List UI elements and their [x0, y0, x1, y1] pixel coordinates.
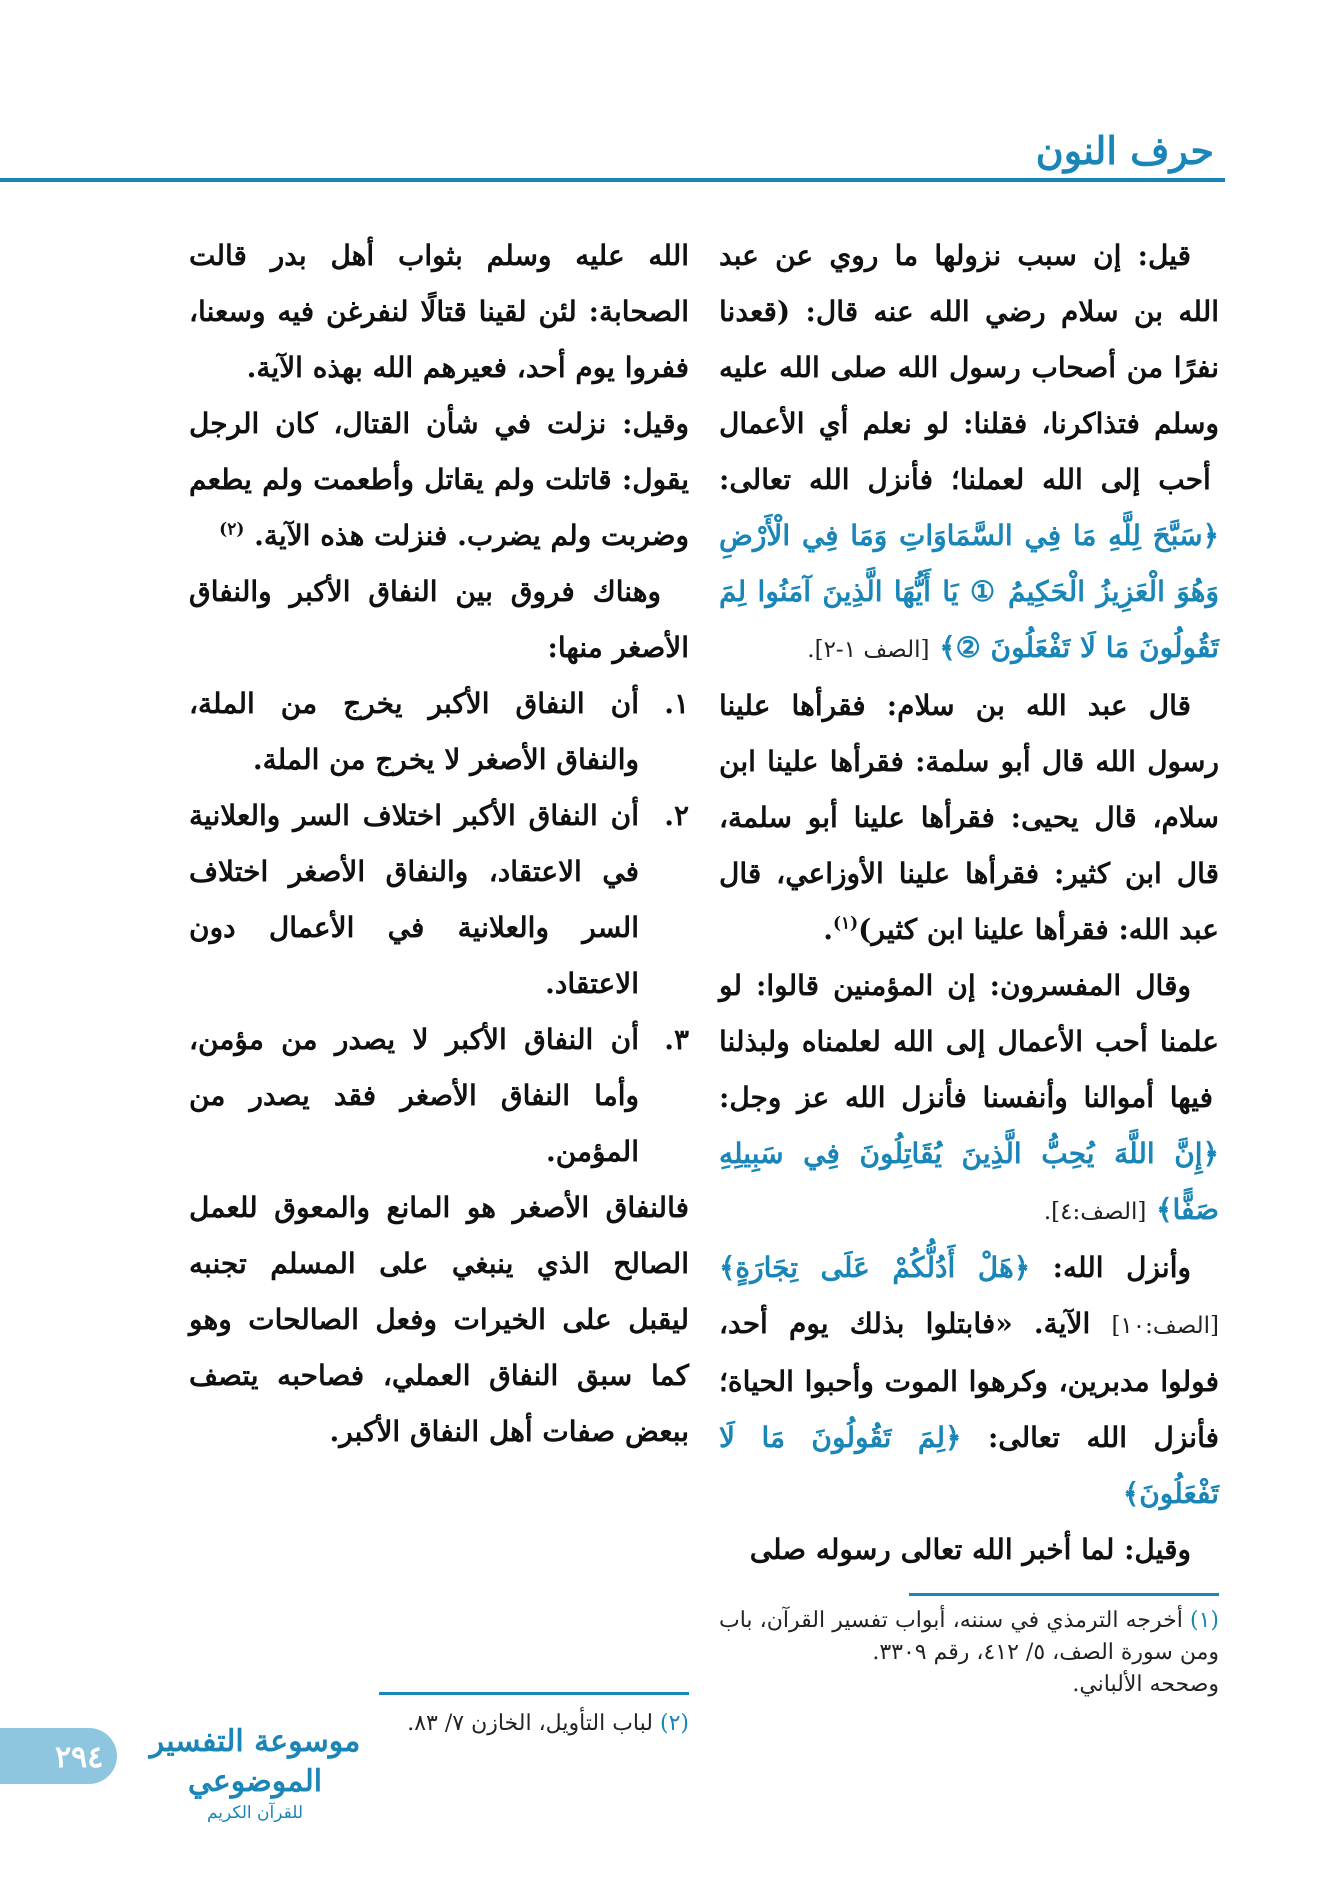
logo-title: موسوعة التفسير الموضوعي: [149, 1724, 361, 1799]
footnote-ref[interactable]: (٢): [219, 519, 245, 540]
paragraph-text: وهناك فروق بين النفاق الأكبر والنفاق الأصغر منها:: [189, 575, 689, 664]
punctuation: .: [823, 913, 833, 946]
list-item: [189, 676, 689, 788]
left-column: [189, 228, 689, 1460]
list-text: أن النفاق الأكبر اختلاف السر والعلانية في الاعتقاد، والنفاق الأصغر اختلاف السر والعلانية في الأعمال دون الاعتقاد.: [189, 799, 639, 1000]
verse-reference: [الصف:١٠]: [1111, 1313, 1220, 1339]
quran-verse: ﴿لِمَ تَقُولُونَ مَا لَا تَفْعَلُونَ﴾: [719, 1421, 1219, 1510]
footnote: [719, 1605, 1219, 1701]
footnote-ref[interactable]: (١): [832, 913, 859, 934]
footnote-separator: [909, 1593, 1219, 1596]
paragraph: [719, 678, 1219, 958]
footnote-text: أخرجه الترمذي في سننه، أبواب تفسير القرآن، باب ومن سورة الصف، ٥/ ٤١٢، رقم ٣٣٠٩.: [719, 1608, 1219, 1665]
footnote-number: (٢): [659, 1711, 689, 1736]
quran-verse: ﴿إِنَّ اللَّهَ يُحِبُّ الَّذِينَ يُقَاتِلُونَ فِي سَبِيلِهِ صَفًّا﴾: [719, 1137, 1219, 1226]
paragraph: [719, 1240, 1219, 1522]
paragraph: [189, 564, 689, 676]
footnote-text: لباب التأويل، الخازن ٧/ ٨٣.: [407, 1711, 653, 1736]
paragraph: [719, 958, 1219, 1240]
paragraph-text: وقيل: نزلت في شأن القتال، كان الرجل يقول: قاتلت ولم يقاتل وأطعمت ولم يطعم وضربت ولم يضرب. فنزلت هذه الآية.: [189, 407, 689, 552]
paragraph: [719, 228, 1219, 678]
footnote-separator: [379, 1692, 689, 1695]
paragraph-text: وأنزل الله:: [1030, 1251, 1192, 1284]
paragraph-text: قيل: إن سبب نزولها ما روي عن عبد الله بن سلام رضي الله عنه قال: (قعدنا نفرًا من أصحاب رسول الله صلى الله عليه وسلم فتذاكرنا، فقلنا: لو نعلم أي الأعمال أحب إلى الله لعملنا؛ فأنزل الله تعالى:: [719, 239, 1219, 496]
logo-subtitle: للقرآن الكريم: [206, 1803, 304, 1823]
list-number: ٢.: [664, 799, 689, 832]
page-number: ٢٩٤: [55, 1740, 104, 1775]
footnote-text: وصححه الألباني.: [1072, 1672, 1219, 1697]
list-item: [189, 788, 689, 1012]
paragraph-text: وقال المفسرون: إن المؤمنين قالوا: لو علمنا أحب الأعمال إلى الله لعلمناه ولبذلنا فيها أموالنا وأنفسنا فأنزل الله عز وجل:: [719, 969, 1219, 1114]
quran-verse: ﴿هَلْ أَدُلُّكُمْ عَلَى تِجَارَةٍ﴾: [719, 1251, 1031, 1284]
paragraph: [189, 396, 689, 564]
right-column: [719, 228, 1219, 1578]
list-text: أن النفاق الأكبر يخرج من الملة، والنفاق الأصغر لا يخرج من الملة.: [189, 687, 639, 776]
list-number: ١.: [664, 687, 689, 720]
footnote-number: (١): [1189, 1608, 1219, 1633]
paragraph: [189, 1180, 689, 1460]
section-title: حرف النون: [1035, 128, 1214, 173]
paragraph-text: فالنفاق الأصغر هو المانع والمعوق للعمل الصالح الذي ينبغي على المسلم تجنبه ليقبل على الخيرات وفعل الصالحات وهو كما سبق النفاق العملي، فصاحبه يتصف ببعض صفات أهل النفاق الأكبر.: [189, 1191, 689, 1448]
quran-verse: ﴿سَبَّحَ لِلَّهِ مَا فِي السَّمَاوَاتِ وَمَا فِي الْأَرْضِ وَهُوَ الْعَزِيزُ الْحَكِيمُ ① يَا أَيُّهَا الَّذِينَ آمَنُوا لِمَ تَقُولُونَ مَا لَا تَفْعَلُونَ ②﴾: [719, 519, 1219, 664]
paragraph-text: الآية. «فابتلوا بذلك يوم أحد، فولوا مدبرين، وكرهوا الموت وأحبوا الحياة؛ فأنزل الله تعالى:: [719, 1307, 1220, 1454]
paragraph-text: قال عبد الله بن سلام: فقرأها علينا رسول الله قال أبو سلمة: فقرأها علينا ابن سلام، قال يحيى: فقرأها علينا أبو سلمة، قال ابن كثير: فقرأها علينا الأوزاعي، قال عبد الله: فقرأها علينا ابن كثير): [719, 689, 1219, 946]
list-item: [189, 1012, 689, 1180]
verse-reference: [الصف:٤].: [1043, 1199, 1147, 1225]
paragraph: [189, 228, 689, 396]
list-text: أن النفاق الأكبر لا يصدر من مؤمن، وأما النفاق الأصغر فقد يصدر من المؤمن.: [189, 1023, 639, 1168]
verse-reference: [الصف ١-٢].: [807, 637, 930, 663]
list-number: ٣.: [664, 1023, 689, 1056]
header-divider: [0, 178, 1225, 182]
paragraph-text: وقيل: لما أخبر الله تعالى رسوله صلى: [749, 1533, 1191, 1566]
paragraph: [719, 1522, 1219, 1578]
paragraph-text: الله عليه وسلم بثواب أهل بدر قالت الصحابة: لئن لقينا قتالًا لنفرغن فيه وسعنا، ففروا يوم أحد، فعيرهم الله بهذه الآية.: [189, 239, 689, 384]
encyclopedia-logo: [140, 1722, 370, 1823]
